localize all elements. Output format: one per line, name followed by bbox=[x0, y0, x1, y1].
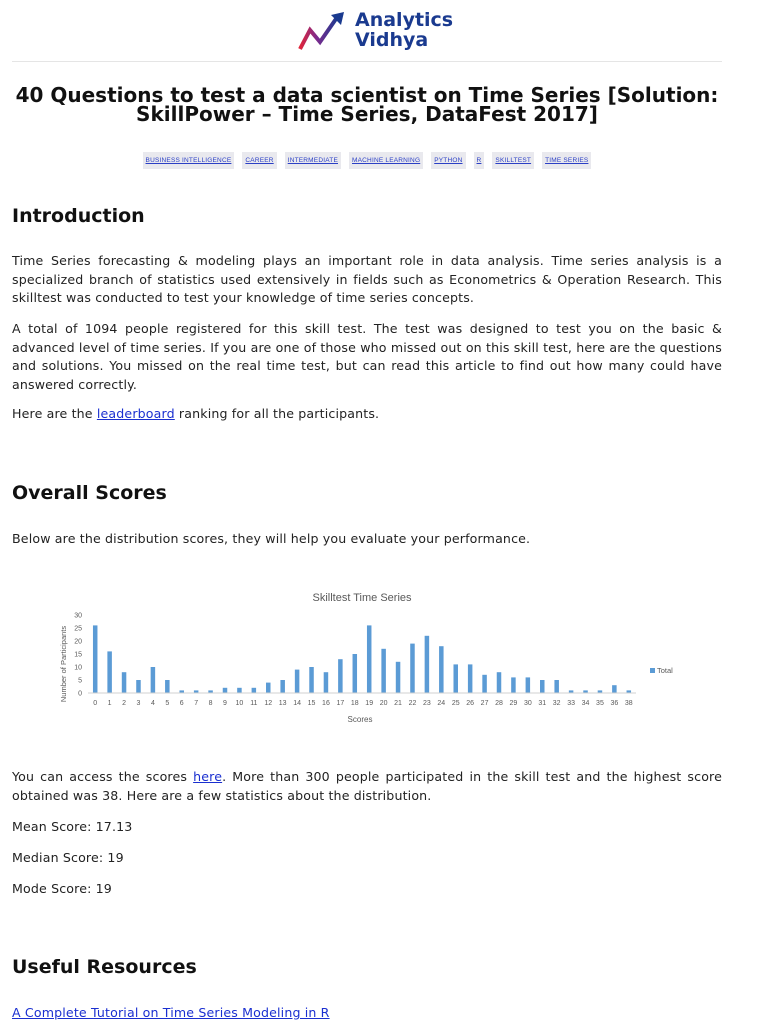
chart-bar bbox=[136, 680, 141, 693]
leaderboard-text-after: ranking for all the participants. bbox=[174, 406, 380, 421]
logo-line-1: Analytics bbox=[355, 9, 454, 31]
logo-text bbox=[355, 10, 453, 50]
leaderboard-text-before: Here are the bbox=[12, 406, 97, 421]
chart-x-tick-label: 13 bbox=[278, 700, 287, 707]
chart-x-tick-label: 27 bbox=[480, 700, 489, 707]
leaderboard-link[interactable]: leaderboard bbox=[96, 406, 175, 421]
mode-score: Mode Score: 19 bbox=[12, 881, 112, 896]
chart-bar bbox=[295, 670, 300, 693]
chart-bar bbox=[497, 672, 502, 693]
chart-bar bbox=[309, 667, 314, 693]
chart-y-tick-label: 30 bbox=[74, 612, 82, 620]
chart-x-tick-label: 24 bbox=[437, 700, 446, 707]
chart-x-tick-label: 31 bbox=[538, 700, 547, 707]
chart-x-tick-label: 33 bbox=[567, 700, 576, 707]
chart-y-ticks bbox=[74, 613, 82, 698]
analytics-vidhya-logo[interactable] bbox=[298, 10, 468, 56]
chart-x-tick-label: 1 bbox=[107, 700, 112, 707]
resource-link-time-series-r[interactable]: A Complete Tutorial on Time Series Modeling in R bbox=[12, 1005, 330, 1020]
introduction-heading: Introduction bbox=[12, 205, 145, 227]
chart-y-tick-label: 20 bbox=[74, 638, 82, 646]
chart-bar bbox=[410, 644, 415, 693]
overall-scores-heading: Overall Scores bbox=[12, 482, 167, 504]
tag-machine-learning[interactable]: MACHINE LEARNING bbox=[349, 152, 423, 169]
chart-x-tick-label: 30 bbox=[523, 700, 532, 707]
intro-paragraph-2: A total of 1094 people registered for this skill test. The test was designed to test you on the basic & advanced level of time series. If you are one of those who missed out on this skill test, here are the questions and solutions. You missed on the real time test, but can read this article to find out how many could have answered correctly. bbox=[12, 321, 722, 392]
chart-x-tick-label: 8 bbox=[208, 700, 213, 707]
chart-x-tick-label: 5 bbox=[165, 700, 170, 707]
chart-bar bbox=[338, 659, 343, 693]
chart-x-tick-label: 9 bbox=[223, 700, 227, 707]
median-score: Median Score: 19 bbox=[12, 850, 124, 865]
chart-x-tick-label: 16 bbox=[322, 700, 330, 707]
chart-x-tick-label: 25 bbox=[451, 700, 460, 707]
chart-bar bbox=[612, 685, 617, 693]
chart-x-tick-label: 35 bbox=[596, 700, 604, 707]
chart-y-tick-label: 15 bbox=[74, 651, 82, 659]
score-distribution-chart bbox=[50, 582, 690, 727]
chart-x-tick-label: 3 bbox=[136, 700, 141, 707]
chart-bar bbox=[453, 664, 458, 693]
chart-x-tick-label: 2 bbox=[122, 700, 127, 707]
tag-time-series[interactable]: TIME SERIES bbox=[542, 152, 591, 169]
chart-x-tick-label: 7 bbox=[194, 700, 199, 707]
chart-x-tick-label: 32 bbox=[552, 700, 561, 707]
chart-x-tick-label: 12 bbox=[264, 700, 273, 707]
chart-x-tick-label: 19 bbox=[365, 700, 374, 707]
chart-bar bbox=[511, 677, 515, 693]
chart-y-tick-label: 5 bbox=[78, 677, 82, 685]
site-header bbox=[12, 0, 722, 62]
chart-y-axis-label: Number of Participants bbox=[59, 625, 68, 703]
chart-x-tick-label: 11 bbox=[250, 700, 258, 707]
chart-bar bbox=[425, 636, 430, 693]
intro-paragraph-1: Time Series forecasting & modeling plays an important role in data analysis. Time series analysis is a specialized branch of statistics used extensively in fields such as Econometrics & Operation Research. This skilltest was conducted to test your knowledge of time series concepts. bbox=[12, 253, 722, 305]
chart-legend-label: Total bbox=[657, 666, 673, 675]
chart-x-tick-label: 34 bbox=[581, 700, 590, 707]
chart-legend-swatch bbox=[650, 668, 655, 673]
chart-x-tick-label: 29 bbox=[509, 700, 518, 707]
chart-bar bbox=[396, 662, 401, 693]
logo-line-2: Vidhya bbox=[355, 29, 429, 51]
tag-intermediate[interactable]: INTERMEDIATE bbox=[285, 152, 341, 169]
chart-svg bbox=[50, 582, 690, 727]
chart-x-tick-label: 22 bbox=[408, 700, 417, 707]
chart-x-tick-label: 20 bbox=[379, 700, 388, 707]
chart-x-tick-label: 17 bbox=[336, 700, 345, 707]
article-title: 40 Questions to test a data scientist on Time Series [Solution: SkillPower – Time Series, DataFest 2017] bbox=[15, 83, 719, 126]
chart-bar bbox=[107, 651, 112, 693]
chart-x-tick-label: 6 bbox=[179, 700, 184, 707]
chart-bar bbox=[151, 667, 156, 693]
chart-bar bbox=[439, 646, 444, 693]
chart-bar bbox=[237, 688, 242, 693]
chart-y-tick-label: 0 bbox=[78, 690, 82, 698]
chart-bar bbox=[223, 688, 228, 693]
logo-mark-icon bbox=[298, 12, 348, 52]
chart-bar bbox=[280, 680, 285, 693]
tag-career[interactable]: CAREER bbox=[242, 152, 276, 169]
chart-bar bbox=[554, 680, 559, 693]
chart-x-tick-label: 26 bbox=[466, 700, 475, 707]
chart-x-tick-label: 36 bbox=[610, 700, 619, 707]
tag-skilltest[interactable]: SKILLTEST bbox=[492, 152, 534, 169]
chart-bar bbox=[252, 688, 257, 693]
chart-x-tick-label: 4 bbox=[150, 700, 155, 707]
scores-access-paragraph bbox=[12, 768, 722, 805]
useful-resources-heading: Useful Resources bbox=[12, 956, 197, 978]
chart-bar bbox=[367, 625, 372, 693]
chart-bar bbox=[526, 677, 531, 693]
chart-x-ticks bbox=[93, 700, 633, 707]
chart-x-tick-label: 23 bbox=[422, 700, 431, 707]
chart-x-tick-label: 28 bbox=[495, 700, 503, 707]
chart-x-tick-label: 14 bbox=[293, 700, 302, 707]
chart-y-tick-label: 25 bbox=[74, 625, 82, 633]
chart-bars bbox=[93, 625, 631, 693]
chart-bar bbox=[324, 672, 329, 693]
chart-x-tick-label: 18 bbox=[350, 700, 359, 707]
chart-title: Skilltest Time Series bbox=[312, 592, 412, 604]
scores-text-before: You can access the scores bbox=[12, 769, 194, 784]
chart-y-tick-label: 10 bbox=[74, 664, 82, 672]
chart-bar bbox=[122, 672, 127, 693]
chart-bar bbox=[482, 675, 487, 693]
chart-bar bbox=[266, 683, 271, 693]
chart-x-tick-label: 0 bbox=[93, 700, 98, 707]
chart-bar bbox=[93, 625, 98, 693]
intro-paragraph-3 bbox=[12, 405, 722, 424]
mean-score: Mean Score: 17.13 bbox=[12, 819, 133, 834]
chart-x-tick-label: 15 bbox=[307, 700, 316, 707]
scores-text-after: . More than 300 people participated in the skill test and the highest score obtained was 38. Here are a few statistics about the distribution. bbox=[12, 769, 723, 803]
tag-python[interactable]: PYTHON bbox=[431, 152, 465, 169]
scores-here-link[interactable]: here bbox=[193, 769, 223, 784]
scores-intro-paragraph: Below are the distribution scores, they will help you evaluate your performance. bbox=[12, 531, 531, 546]
chart-bar bbox=[540, 680, 545, 693]
tag-r[interactable]: R bbox=[474, 152, 485, 169]
chart-bar bbox=[165, 680, 170, 693]
tag-list bbox=[12, 152, 722, 169]
chart-bar bbox=[353, 654, 358, 693]
chart-bar bbox=[468, 664, 473, 693]
chart-x-axis-label: Scores bbox=[347, 715, 373, 724]
tag-business-intelligence[interactable]: BUSINESS INTELLIGENCE bbox=[143, 152, 235, 169]
chart-bar bbox=[381, 649, 386, 693]
resources-list bbox=[12, 1004, 722, 1023]
chart-x-tick-label: 10 bbox=[235, 700, 244, 707]
chart-x-tick-label: 21 bbox=[394, 700, 402, 707]
chart-x-tick-label: 38 bbox=[624, 700, 633, 707]
